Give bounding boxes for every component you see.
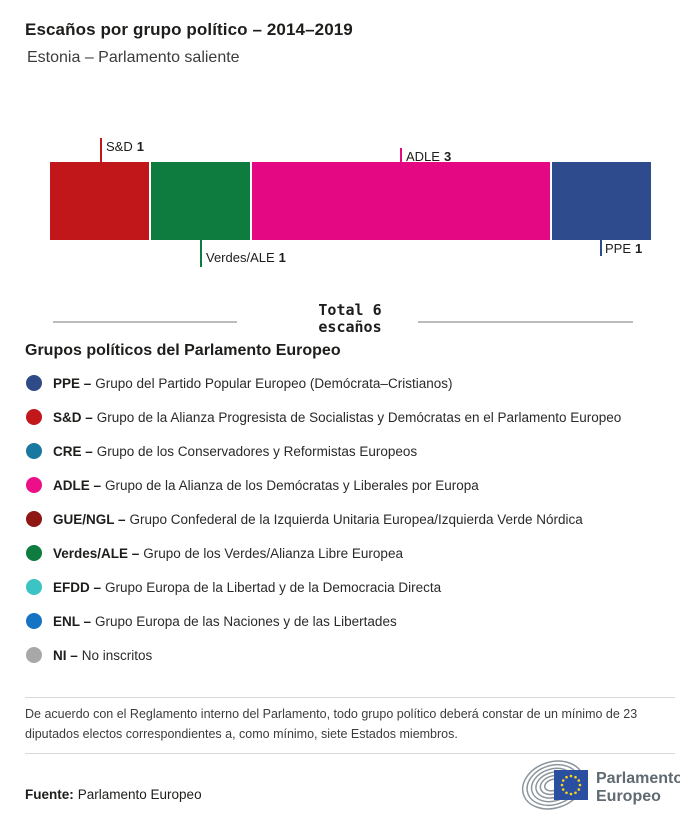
page-title: Escaños por grupo político – 2014–2019 <box>25 20 353 39</box>
ppe-color-dot-icon <box>26 375 42 391</box>
legend-item-verdes-ale <box>26 536 670 570</box>
verdes-ale-label-group: Verdes/ALE <box>206 250 275 265</box>
ep-logo <box>520 758 680 817</box>
ppe-leader-line <box>600 240 602 256</box>
adle-color-dot-icon <box>26 477 42 493</box>
legend-item-ni <box>26 638 670 672</box>
legend-name: Grupo de la Alianza Progresista de Socialistas y Demócratas en el Parlamento Europeo <box>96 409 622 425</box>
legend-name: Grupo Europa de la Libertad y de la Democracia Directa <box>105 579 442 595</box>
total-divider-right <box>418 321 633 323</box>
legend-name: Grupo de la Alianza de los Demócratas y Liberales por Europa <box>105 477 479 493</box>
legend-abbr: S&D – <box>53 409 93 425</box>
sd-leader-line <box>100 138 102 162</box>
adle-label <box>406 149 451 164</box>
sd-color-dot-icon <box>26 409 42 425</box>
legend-abbr: GUE/NGL – <box>53 511 126 527</box>
ep-logo-text-line2: Europeo <box>596 788 661 805</box>
legend-name: No inscritos <box>81 647 153 663</box>
legend-item-ppe <box>26 366 670 400</box>
footnote-text: De acuerdo con el Reglamento interno del Parlamento, todo grupo político deberá constar de un mínimo de 23 diputados electos correspondientes a, como mínimo, siete Estados miembros. <box>25 707 638 741</box>
gue-ngl-color-dot-icon <box>26 511 42 527</box>
bar-segment-ppe <box>552 162 651 240</box>
legend-heading: Grupos políticos del Parlamento Europeo <box>25 342 341 359</box>
ni-color-dot-icon <box>26 647 42 663</box>
ppe-label-group: PPE <box>605 241 632 256</box>
legend-item-cre <box>26 434 670 468</box>
eu-flag-icon <box>554 770 588 800</box>
adle-label-seats: 3 <box>443 149 452 164</box>
seat-bar <box>50 162 651 240</box>
legend-abbr: PPE – <box>53 375 92 391</box>
verdes-ale-label <box>206 250 286 265</box>
adle-leader-line <box>400 148 402 162</box>
page-subtitle: Estonia – Parlamento saliente <box>27 49 240 66</box>
legend-item-efdd <box>26 570 670 604</box>
legend-abbr: CRE – <box>53 443 93 459</box>
legend-name: Grupo Confederal de la Izquierda Unitaria Europea/Izquierda Verde Nórdica <box>129 511 583 527</box>
legend-abbr: NI – <box>53 647 78 663</box>
verdes-ale-color-dot-icon <box>26 545 42 561</box>
sd-label-seats: 1 <box>136 139 144 154</box>
ppe-label <box>605 241 642 256</box>
bar-segment-sd <box>50 162 149 240</box>
legend-abbr: Verdes/ALE – <box>53 545 140 561</box>
bar-segment-verdes-ale <box>151 162 250 240</box>
sd-label-group: S&D <box>106 139 133 154</box>
enl-color-dot-icon <box>26 613 42 629</box>
legend-item-gue-ngl <box>26 502 670 536</box>
legend-abbr: EFDD – <box>53 579 102 595</box>
footnote-divider-top <box>25 697 675 698</box>
footnote-divider-bottom <box>25 753 675 754</box>
legend-name: Grupo del Partido Popular Europeo (Demócrata–Cristianos) <box>95 375 453 391</box>
legend-item-sd <box>26 400 670 434</box>
legend-name: Grupo de los Conservadores y Reformistas Europeos <box>96 443 418 459</box>
verdes-ale-leader-line <box>200 240 202 267</box>
ep-logo-text-line1: Parlamento <box>596 770 680 787</box>
verdes-ale-label-seats: 1 <box>278 250 286 265</box>
legend-name: Grupo de los Verdes/Alianza Libre Europea <box>143 545 403 561</box>
efdd-color-dot-icon <box>26 579 42 595</box>
source-label: Fuente: <box>25 787 74 802</box>
source-line <box>25 787 202 802</box>
bar-segment-adle <box>252 162 550 240</box>
source-value: Parlamento Europeo <box>77 787 202 802</box>
legend-item-enl <box>26 604 670 638</box>
total-divider-left <box>53 321 237 323</box>
adle-label-group: ADLE <box>406 149 440 164</box>
legend-list <box>26 366 670 672</box>
ppe-label-seats: 1 <box>635 241 643 256</box>
ep-logo-graphic <box>520 758 680 812</box>
legend-name: Grupo Europa de las Naciones y de las Libertades <box>95 613 397 629</box>
legend-abbr: ENL – <box>53 613 92 629</box>
legend-abbr: ADLE – <box>53 477 102 493</box>
sd-label <box>106 139 144 154</box>
total-seats-label: Total 6 escaños <box>318 301 382 336</box>
legend-item-adle <box>26 468 670 502</box>
cre-color-dot-icon <box>26 443 42 459</box>
